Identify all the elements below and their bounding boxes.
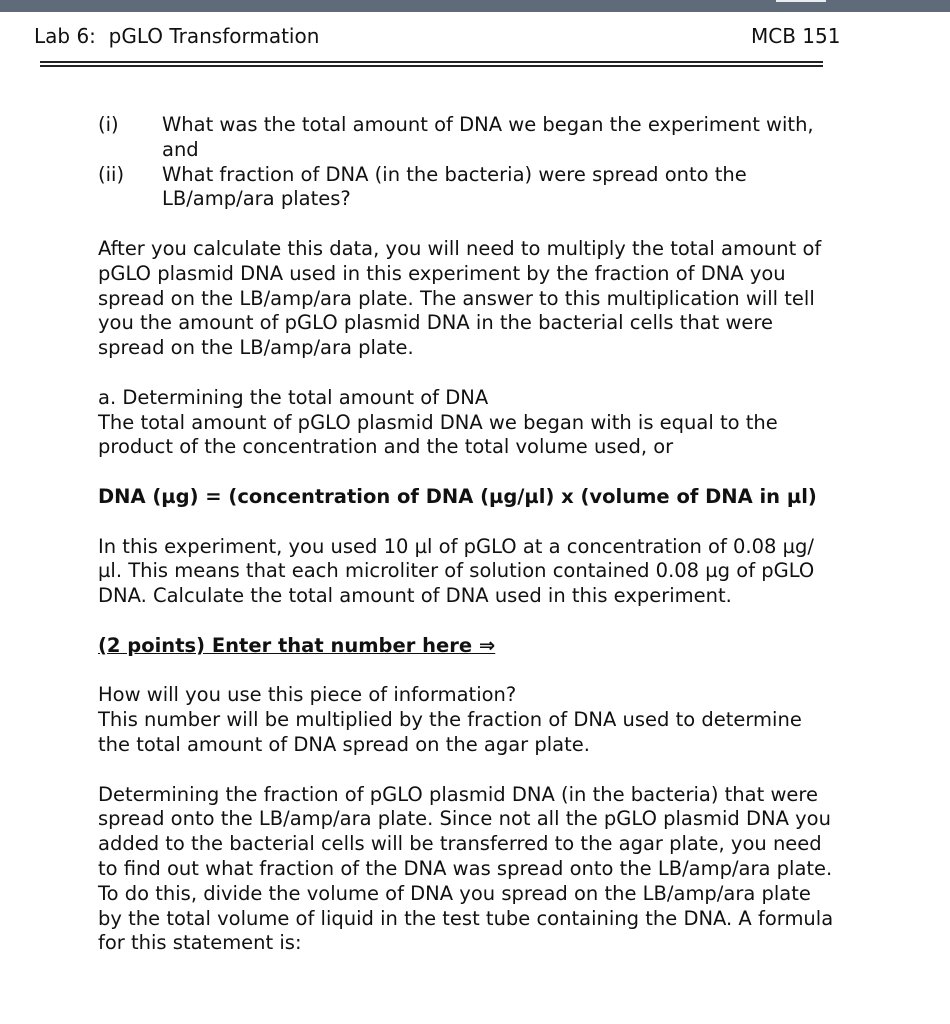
header-title: Lab 6: pGLO Transformation <box>34 24 320 48</box>
question-number: (ii) <box>98 162 125 186</box>
header-course: MCB 151 <box>751 24 841 48</box>
window-top-bar <box>0 0 950 12</box>
use-answer: This number will be multiplied by the fraction of DNA used to determine the total amount of DNA spread on the agar plate. <box>98 708 802 756</box>
question-text: What fraction of DNA (in the bacteria) were spread onto the LB/amp/ara plates? <box>162 162 747 211</box>
section-a-heading: a. Determining the total amount of DNA <box>98 385 489 409</box>
header-rule-top <box>40 61 823 63</box>
header-rule-bottom <box>40 65 823 67</box>
question-item <box>98 163 838 213</box>
top-bar-tab <box>776 0 826 2</box>
question-item <box>98 113 838 163</box>
question-text: What was the total amount of DNA we began the experiment with, and <box>162 113 814 161</box>
experiment-paragraph: In this experiment, you used 10 µl of pGLO at a concentration of 0.08 µg/µl. This means that each microliter of solution contained 0.08 µg of pGLO DNA. Calculate the total amount of DNA used in this experiment. <box>98 534 815 608</box>
enter-number-prompt: (2 points) Enter that number here ⇒ <box>98 633 496 657</box>
document-body <box>98 113 838 956</box>
intro-paragraph: After you calculate this data, you will need to multiply the total amount of pGLO plasmid DNA used in this experiment by the fraction of DNA you spread on the LB/amp/ara plate. The answer to this multiplication will tell you the amount of pGLO plasmid DNA in the bacterial cells that were spread on the LB/amp/ara plate. <box>98 236 822 360</box>
section-a-text: The total amount of pGLO plasmid DNA we began with is equal to the product of the concentration and the total volume used, or <box>98 410 778 459</box>
use-question: How will you use this piece of information? <box>98 683 517 707</box>
fraction-paragraph: Determining the fraction of pGLO plasmid DNA (in the bacteria) that were spread onto the LB/amp/ara plate. Since not all the pGLO plasmid DNA you added to the bacterial cells will be transferred to the agar plate, you need to find out what fraction of the DNA was spread onto the LB/amp/ara plate. To do this, divide the volume of DNA you spread on the LB/amp/ara plate by the total volume of liquid in the test tube containing the DNA. A formula for this statement is: <box>98 782 834 955</box>
dna-formula: DNA (µg) = (concentration of DNA (µg/µl) x (volume of DNA in µl) <box>98 484 817 508</box>
question-number: (i) <box>98 113 119 136</box>
